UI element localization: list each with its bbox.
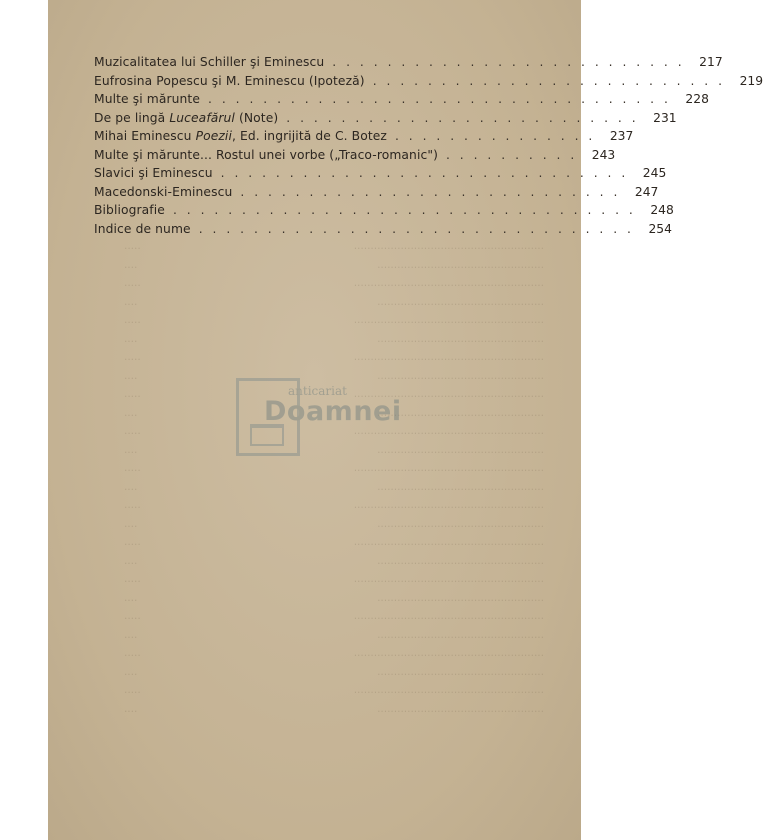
toc-title-italic: Poezii: [195, 129, 232, 143]
toc-entry-title: Macedonski-Eminescu: [94, 184, 233, 199]
toc-leader-dots: . . . . . . . . . . . . . . . . . . . . . . . . . . . . . . . .: [198, 221, 634, 236]
toc-entry-page: 254: [648, 221, 672, 236]
toc-entry-page: 248: [650, 203, 674, 217]
toc-entry-title: Bibliografie: [94, 203, 165, 217]
toc-entry-page: 237: [609, 129, 634, 143]
toc-leader-dots: . . . . . . . . . . . . . . . . . . . . . . . . . .: [286, 110, 639, 125]
toc-entry-title: Eufrosina Popescu şi M. Eminescu (Ipoteză): [94, 73, 365, 88]
toc-entry: [94, 220, 672, 239]
toc-entry-title: Indice de nume: [94, 221, 191, 236]
toc-title-suffix: (Note): [234, 110, 279, 125]
toc-entry: [94, 90, 709, 109]
toc-entry-title: Muzicalitatea lui Schiller şi Eminescu: [94, 55, 325, 69]
toc-leader-dots: . . . . . . . . . . . . . . .: [394, 129, 596, 143]
toc-entry: [94, 127, 634, 146]
toc-entry-page: 231: [653, 110, 677, 125]
toc-leader-dots: . . . . . . . . . .: [445, 147, 578, 162]
toc-leader-dots: . . . . . . . . . . . . . . . . . . . . . . . . . . . .: [240, 184, 621, 199]
toc-title-italic: Luceafărul: [169, 110, 235, 125]
toc-entry-title: Multe şi mărunte... Rostul unei vorbe („Traco-romanic"): [94, 147, 438, 162]
toc-leader-dots: . . . . . . . . . . . . . . . . . . . . . . . . . . . . . . . . . .: [172, 203, 636, 217]
watermark-big-text: Doamnei: [264, 396, 402, 427]
toc-title-prefix: De pe lingă: [94, 110, 170, 125]
toc-entry: [94, 201, 674, 220]
toc-entry-page: 217: [699, 55, 723, 69]
toc-title-suffix: , Ed. ingrijită de C. Botez: [231, 129, 387, 143]
toc-entry: [94, 109, 677, 128]
toc-leader-dots: . . . . . . . . . . . . . . . . . . . . . . . . . . . . . . . . . .: [208, 92, 671, 106]
toc-entry-page: 245: [642, 166, 667, 180]
toc-leader-dots: . . . . . . . . . . . . . . . . . . . . . . . . . .: [372, 73, 726, 88]
toc-entry: [94, 146, 616, 165]
toc-entry-page: 243: [591, 147, 616, 162]
toc-entry-page: 219: [739, 73, 763, 88]
toc-leader-dots: . . . . . . . . . . . . . . . . . . . . . . . . . .: [332, 55, 685, 69]
toc-title-prefix: Mihai Eminescu: [94, 129, 196, 143]
toc-entry-title: Multe şi mărunte: [94, 92, 200, 106]
toc-entry-page: 228: [685, 92, 709, 106]
table-of-contents: [94, 53, 763, 238]
toc-entry: [94, 72, 763, 91]
watermark-logo: [236, 378, 416, 460]
toc-entry-title: Slavici şi Eminescu: [94, 166, 213, 180]
toc-entry-page: 247: [634, 184, 659, 199]
toc-leader-dots: . . . . . . . . . . . . . . . . . . . . . . . . . . . . . .: [220, 166, 629, 180]
toc-entry: [94, 53, 723, 72]
toc-entry-title: [94, 127, 387, 146]
watermark-small-text: anticariat: [288, 384, 347, 398]
toc-entry: [94, 164, 667, 183]
toc-entry: [94, 183, 659, 202]
toc-entry-title: [94, 109, 278, 128]
book-icon: [250, 424, 284, 446]
